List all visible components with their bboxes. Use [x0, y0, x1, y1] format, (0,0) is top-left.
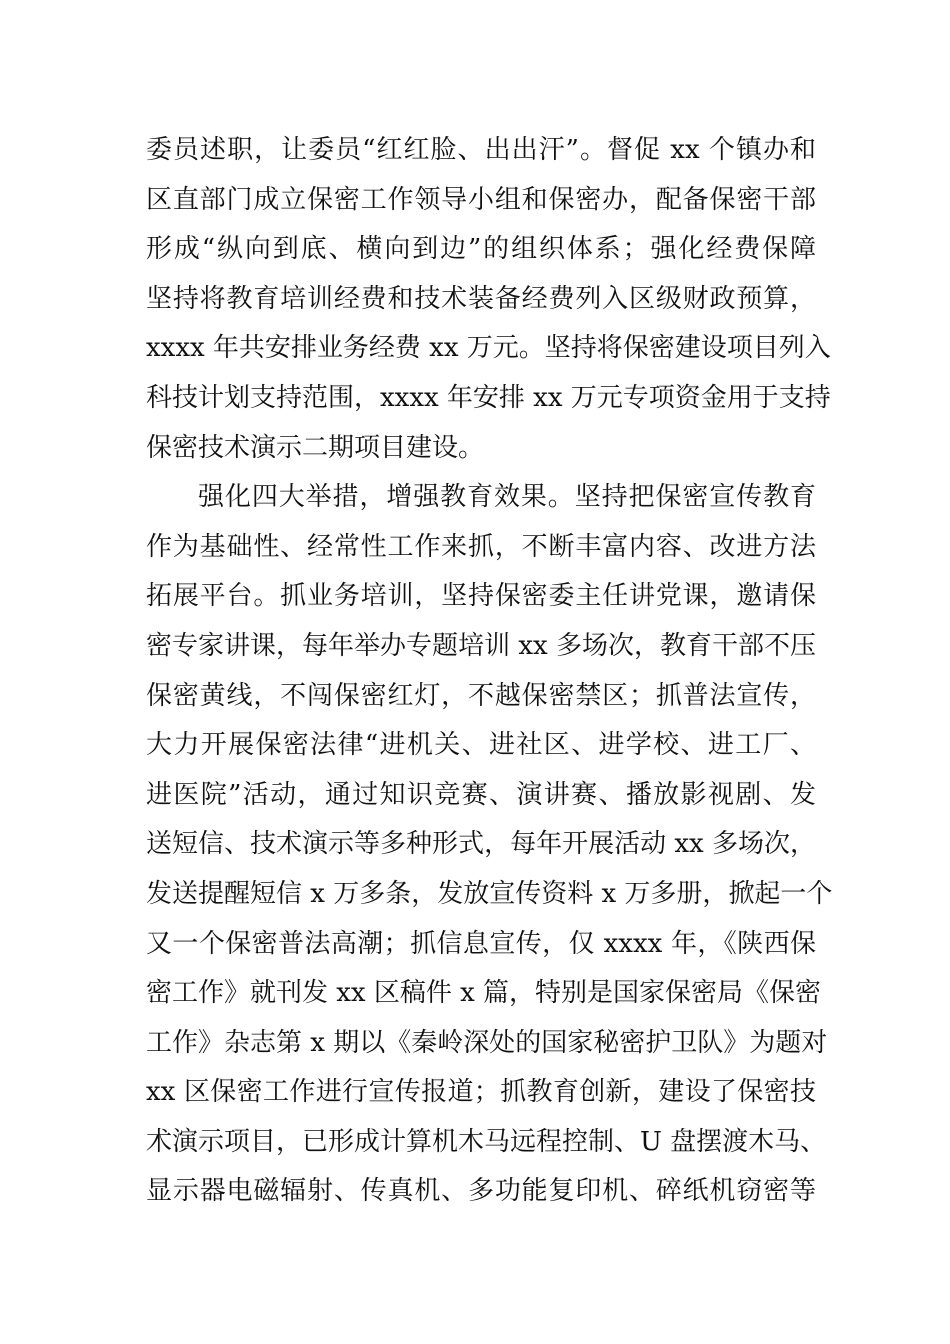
text-line: 委员述职，让委员“红红脸、出出汗”。督促 xx 个镇办和: [146, 135, 816, 165]
text-line: 保密黄线，不闯保密红灯，不越保密禁区；抓普法宣传，: [146, 680, 816, 711]
text-line: xx 区保密工作进行宣传报道；抓教育创新，建设了保密技: [146, 1077, 816, 1108]
text-line: 作为基础性、经常性工作来抓，不断丰富内容、改进方法: [146, 531, 816, 562]
text-line: 送短信、技术演示等多种形式，每年开展活动 xx 多场次，: [146, 829, 816, 860]
text-line: 保密技术演示二期项目建设。: [146, 432, 485, 463]
text-line: 密专家讲课，每年举办专题培训 xx 多场次，教育干部不压: [146, 630, 816, 661]
text-line: 科技计划支持范围，xxxx 年安排 xx 万元专项资金用于支持: [146, 382, 831, 413]
text-line: 工作》杂志第 x 期以《秦岭深处的国家秘密护卫队》为题对: [146, 1027, 828, 1058]
text-line: 形成“纵向到底、横向到边”的组织体系；强化经费保障: [146, 234, 816, 265]
text-line: 术演示项目，已形成计算机木马远程控制、U 盘摆渡木马、: [146, 1126, 827, 1157]
text-line: xxxx 年共安排业务经费 xx 万元。坚持将保密建设项目列入: [146, 333, 831, 364]
text-line: 密工作》就刊发 xx 区稿件 x 篇，特别是国家保密局《保密: [146, 978, 822, 1009]
text-line: 坚持将教育培训经费和技术装备经费列入区级财政预算，: [146, 283, 816, 314]
text-line: 进医院”活动，通过知识竞赛、演讲赛、播放影视剧、发: [146, 779, 816, 810]
document-body: [146, 126, 833, 1217]
text-line: 又一个保密普法高潮；抓信息宣传，仅 xxxx 年，《陕西保: [146, 928, 816, 959]
text-line: 大力开展保密法律“进机关、进社区、进学校、进工厂、: [146, 730, 816, 761]
text-line: 显示器电磁辐射、传真机、多功能复印机、碎纸机窃密等: [146, 1176, 816, 1207]
text-line: 强化四大举措，增强教育效果。坚持把保密宣传教育: [198, 482, 816, 513]
text-line: 拓展平台。抓业务培训，坚持保密委主任讲党课，邀请保: [146, 581, 816, 612]
text-line: 发送提醒短信 x 万多条，发放宣传资料 x 万多册，掀起一个: [146, 878, 833, 909]
text-line: 区直部门成立保密工作领导小组和保密办，配备保密干部: [146, 184, 816, 215]
